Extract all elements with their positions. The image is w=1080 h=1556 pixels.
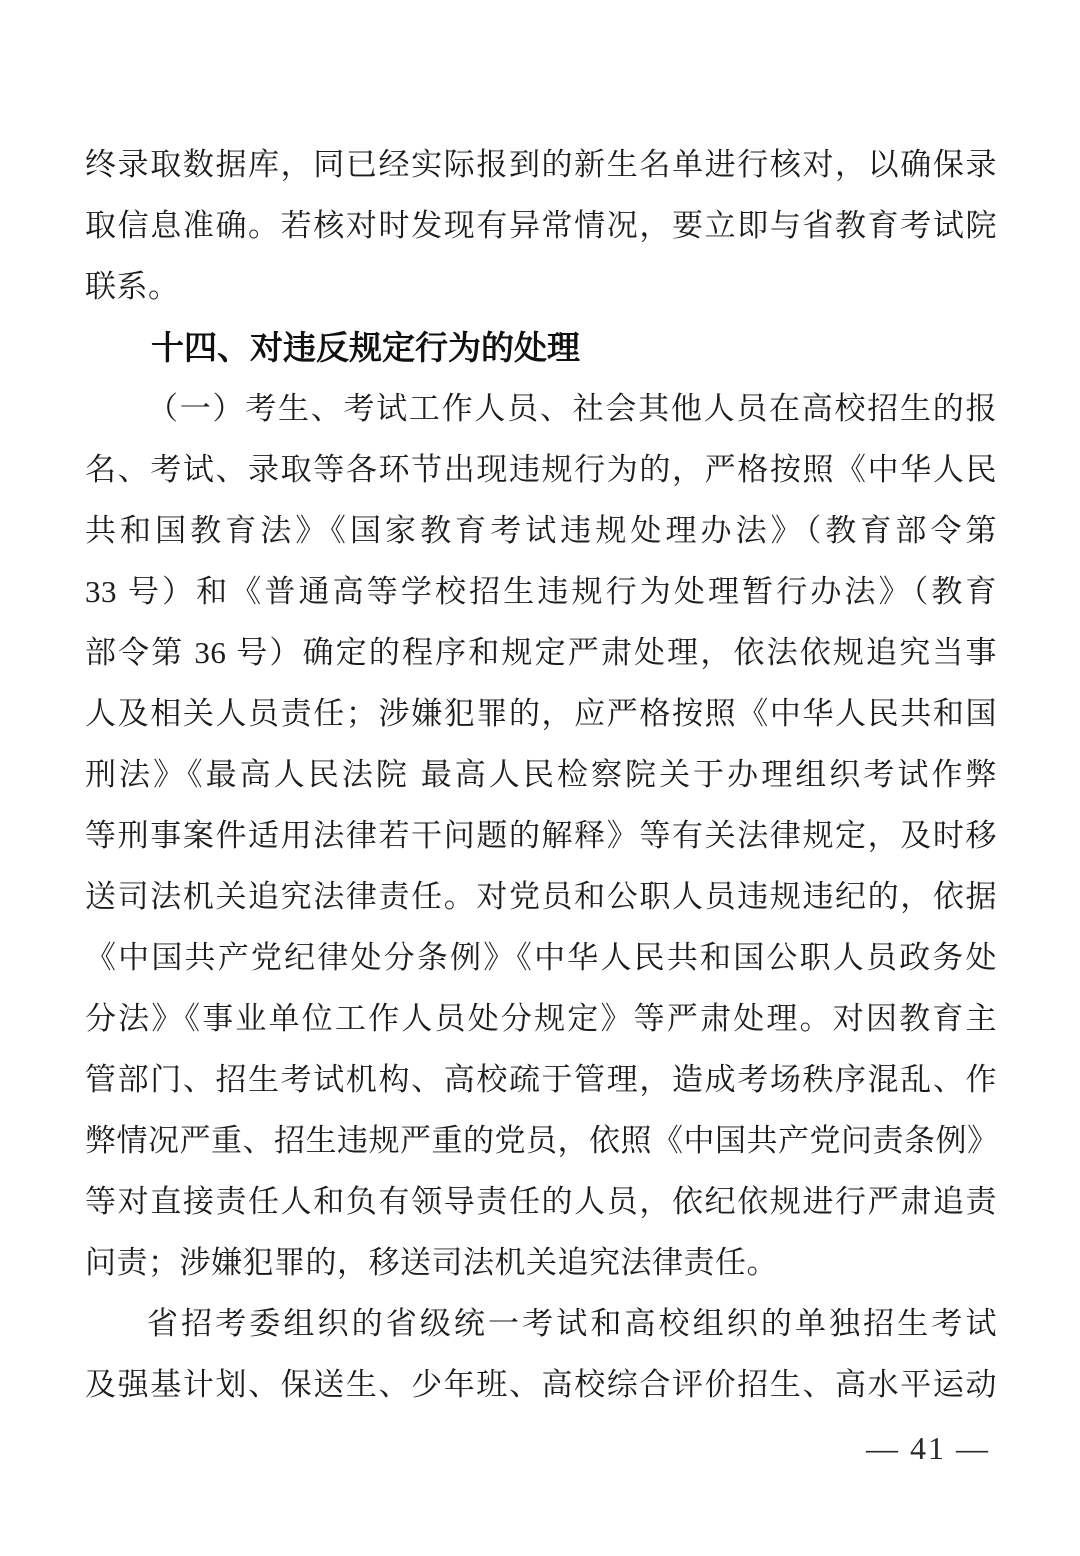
text-line: 部令第 36 号）确定的程序和规定严肃处理，依法依规追究当事 — [85, 635, 997, 670]
text-line: 刑法》《最高人民法院 最高人民检察院关于办理组织考试作弊 — [85, 757, 997, 792]
text-line: 33 号）和《普通高等学校招生违规行为处理暂行办法》（教育 — [85, 574, 997, 609]
text-line: 取信息准确。若核对时发现有异常情况，要立即与省教育考试院 — [85, 208, 997, 243]
paragraph-continuation — [85, 134, 997, 317]
text-line: 及强基计划、保送生、少年班、高校综合评价招生、高水平运动 — [85, 1367, 997, 1402]
text-line: 等刑事案件适用法律若干问题的解释》等有关法律规定，及时移 — [85, 818, 997, 853]
text-line: 共和国教育法》《国家教育考试违规处理办法》（教育部令第 — [85, 513, 997, 548]
text-line: 送司法机关追究法律责任。对党员和公职人员违规违纪的，依据 — [85, 879, 997, 914]
page-number: — 41 — — [866, 1430, 990, 1466]
text-line: 名、考试、录取等各环节出现违规行为的，严格按照《中华人民 — [85, 452, 997, 487]
text-line: 分法》《事业单位工作人员处分规定》等严肃处理。对因教育主 — [85, 1001, 997, 1036]
paragraph-exams — [85, 1293, 997, 1415]
paragraph-violations — [85, 378, 997, 1293]
document-content — [85, 134, 997, 1415]
text-line: 管部门、招生考试机构、高校疏于管理，造成考场秩序混乱、作 — [85, 1062, 997, 1097]
text-line: 问责；涉嫌犯罪的，移送司法机关追究法律责任。 — [85, 1245, 778, 1280]
text-line: 弊情况严重、招生违规严重的党员，依照《中国共产党问责条例》 — [85, 1123, 999, 1158]
text-line: 省招考委组织的省级统一考试和高校组织的单独招生考试 — [147, 1306, 997, 1341]
text-line: 终录取数据库，同已经实际报到的新生名单进行核对，以确保录 — [85, 147, 997, 182]
text-line: 人及相关人员责任；涉嫌犯罪的，应严格按照《中华人民共和国 — [85, 696, 997, 731]
text-line: 《中国共产党纪律处分条例》《中华人民共和国公职人员政务处 — [85, 940, 997, 975]
section-heading: 十四、对违反规定行为的处理 — [151, 329, 580, 366]
text-line: 联系。 — [85, 269, 180, 304]
text-line: （一）考生、考试工作人员、社会其他人员在高校招生的报 — [147, 391, 997, 426]
text-line: 等对直接责任人和负有领导责任的人员，依纪依规进行严肃追责 — [85, 1184, 997, 1219]
